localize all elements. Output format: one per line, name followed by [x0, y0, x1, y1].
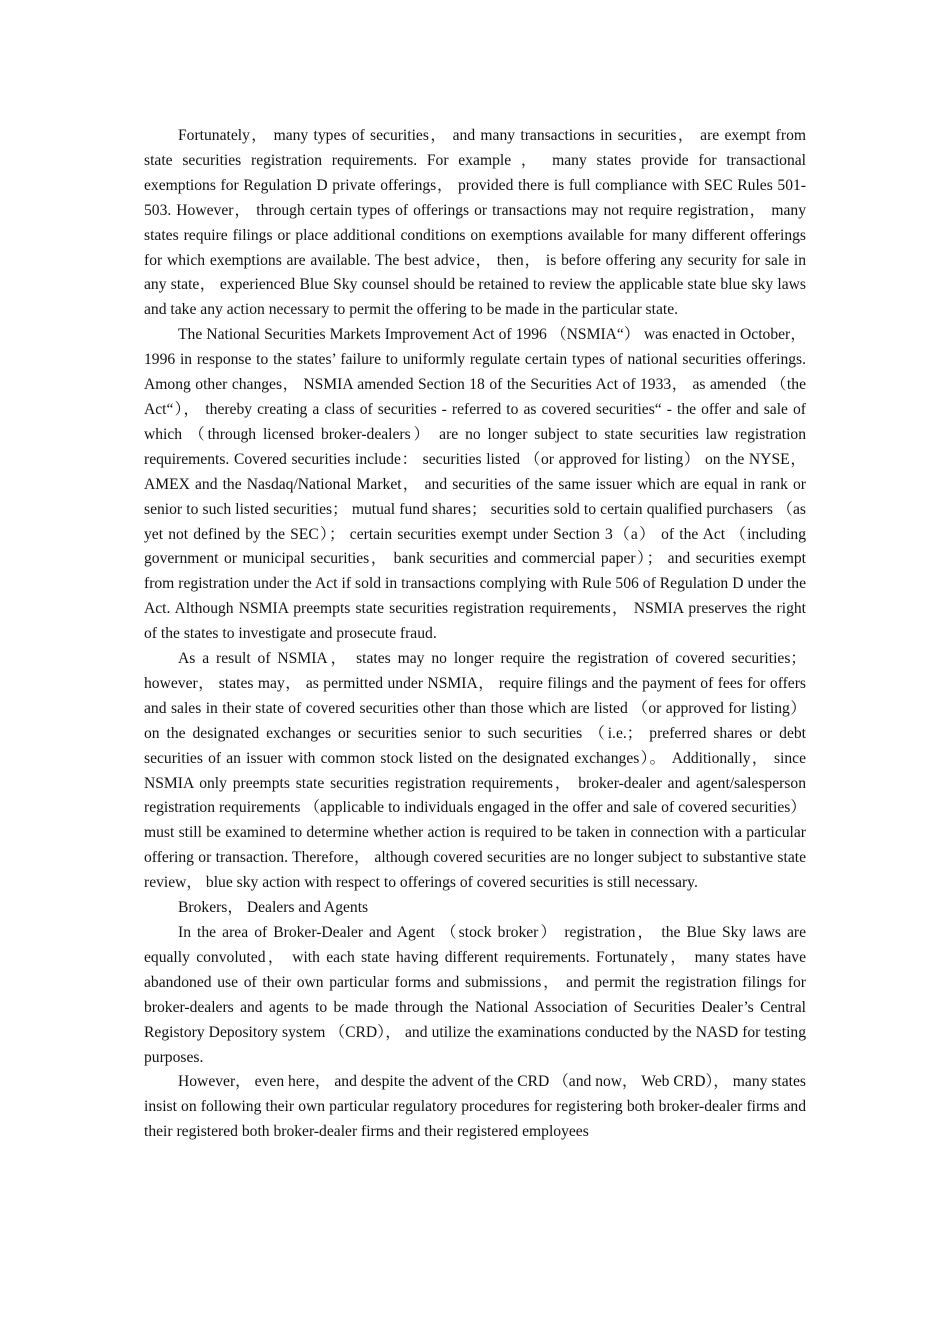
- paragraph-nsmia-result: As a result of NSMIA， states may no longer require the registration of covered securities； however， states may， as permitted under NSMIA， require filings and the payment of fees for offers and sales in their state of covered securities other than those which are listed （or approved for listing） on the designated exchanges or securities senior to such securities （i.e.； preferred shares or debt securities of an issuer with common stock listed on the designated exchanges）。 Additionally， since NSMIA only preempts state securities registration requirements， broker-dealer and agent/salesperson registration requirements （applicable to individuals engaged in the offer and sale of covered securities） must still be examined to determine whether action is required to be taken in connection with a particular offering or transaction. Therefore， although covered securities are no longer subject to substantive state review， blue sky action with respect to offerings of covered securities is still necessary.: [144, 650, 806, 892]
- paragraph-exemptions: Fortunately， many types of securities， and many transactions in securities， are exempt from state securities registration requirements. For example ， many states provide for transactional exemptions for Regulation D private offerings， provided there is full compliance with SEC Rules 501-503. However， through certain types of offerings or transactions may not require registration， many states require filings or place additional conditions on exemptions available for many different offerings for which exemptions are available. The best advice， then， is before offering any security for sale in any state， experienced Blue Sky counsel should be retained to review the applicable state blue sky laws and take any action necessary to permit the offering to be made in the particular state.: [144, 127, 806, 319]
- paragraph-crd: However， even here， and despite the advent of the CRD （and now， Web CRD）， many states insist on following their own particular regulatory procedures for registering both broker-dealer firms and their registered both broker-dealer firms and their registered employees: [144, 1073, 806, 1141]
- paragraph-broker-registration: In the area of Broker-Dealer and Agent （stock broker） registration， the Blue Sky laws are equally convoluted， with each state having different requirements. Fortunately， many states have abandoned use of their own particular forms and submissions， and permit the registration filings for broker-dealers and agents to be made through the National Association of Securities Dealer’s Central Registory Depository system （CRD）， and utilize the examinations conducted by the NASD for testing purposes.: [144, 924, 806, 1066]
- section-heading-brokers: Brokers， Dealers and Agents: [178, 899, 369, 917]
- document-body: [144, 124, 806, 1145]
- paragraph-nsmia: The National Securities Markets Improvement Act of 1996 （NSMIA“） was enacted in October， 1996 in response to the states’ failure to uniformly regulate certain types of national securities offerings. Among other changes， NSMIA amended Section 18 of the Securities Act of 1933， as amended （the Act“）， thereby creating a class of securities - referred to as covered securities“ - the offer and sale of which （through licensed broker-dealers） are no longer subject to state securities law registration requirements. Covered securities include： securities listed （or approved for listing） on the NYSE， AMEX and the Nasdaq/National Market， and securities of the same issuer which are equal in rank or senior to such listed securities； mutual fund shares； securities sold to certain qualified purchasers （as yet not defined by the SEC）； certain securities exempt under Section 3（a） of the Act （including government or municipal securities， bank securities and commercial paper）； and securities exempt from registration under the Act if sold in transactions complying with Rule 506 of Regulation D under the Act. Although NSMIA preempts state securities registration requirements， NSMIA preserves the right of the states to investigate and prosecute fraud.: [144, 326, 806, 643]
